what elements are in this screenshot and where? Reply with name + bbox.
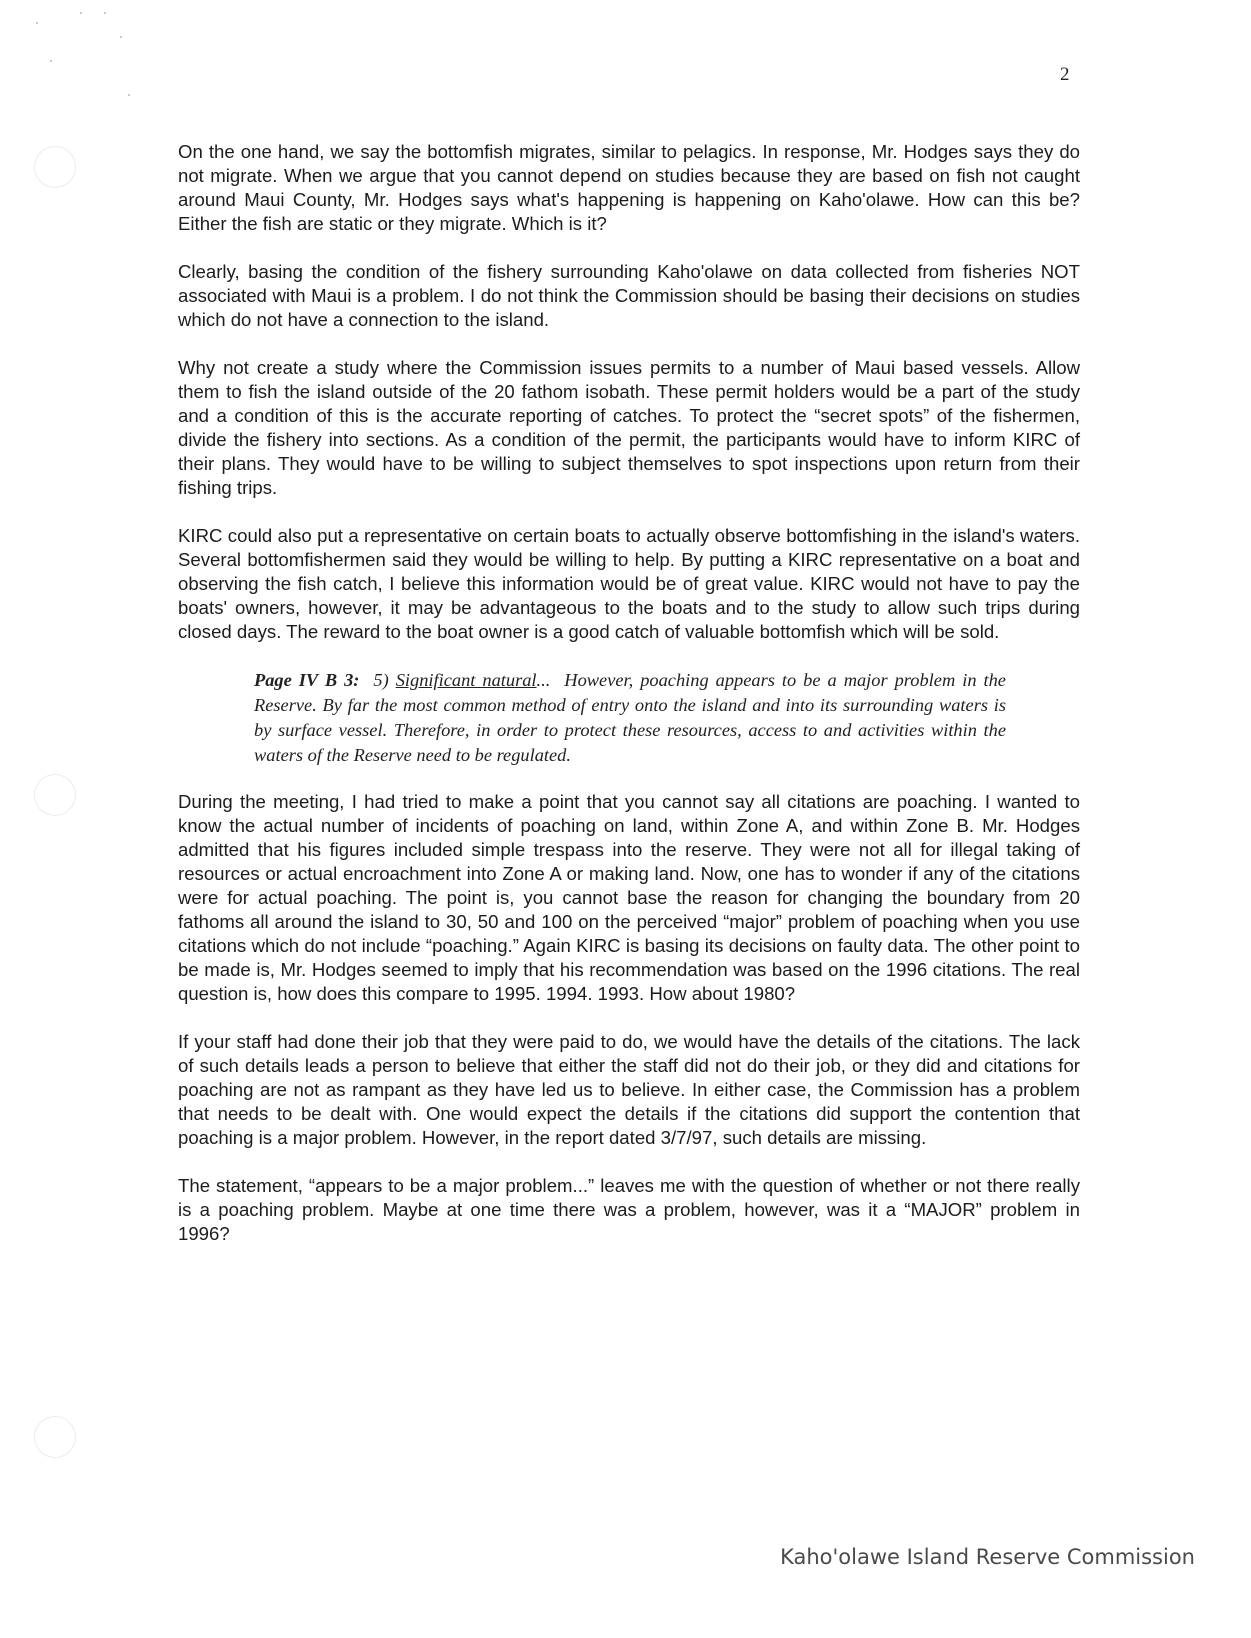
punch-hole-bottom: [34, 1416, 76, 1458]
scan-speck: [36, 22, 38, 24]
punch-hole-top: [34, 146, 76, 188]
scan-speck: [80, 12, 82, 14]
quote-item-title: Significant natural: [395, 670, 537, 690]
paragraph-citations: During the meeting, I had tried to make a point that you cannot say all citations are poaching. I wanted to know the actual number of incidents of poaching on land, within Zone A, and within Zone B. Mr. Hodges admitted that his figures included simple trespass into the reserve. They were not all for illegal taking of resources or actual encroachment into Zone A or making land. Now, one has to wonder if any of the citations were for actual poaching. The point is, you cannot base the reason for changing the boundary from 20 fathoms all around the island to 30, 50 and 100 on the perceived “major” problem of poaching when you use citations which do not include “poaching.” Again KIRC is basing its decisions on faulty data. The other point to be made is, Mr. Hodges seemed to imply that his recommendation was based on the 1996 citations. The real question is, how does this compare to 1995. 1994. 1993. How about 1980?: [178, 791, 1080, 1004]
letter-body: [178, 140, 1080, 1270]
quoted-excerpt: [254, 668, 1006, 768]
page-number: 2: [1060, 64, 1070, 85]
quote-text: However, poaching appears to be a major problem in the Reserve. By far the most common method of entry onto the island and into its surrounding waters is by surface vessel. Therefore, in order to protect these resources, access to and activities within the waters of the Reserve need to be regulated.: [254, 670, 1006, 765]
footer-watermark: Kaho'olawe Island Reserve Commission: [780, 1545, 1195, 1569]
scan-speck: [50, 60, 52, 62]
quote-item-number: 5): [373, 670, 389, 690]
paragraph-major-problem: The statement, “appears to be a major problem...” leaves me with the question of whether or not there really is a poaching problem. Maybe at one time there was a problem, however, was it a “MAJOR” problem in 1996?: [178, 1175, 1080, 1244]
scan-speck: [128, 94, 130, 96]
paragraph-data-source: Clearly, basing the condition of the fishery surrounding Kaho'olawe on data collected from fisheries NOT associated with Maui is a problem. I do not think the Commission should be basing their decisions on studies which do not have a connection to the island.: [178, 261, 1080, 330]
scan-speck: [104, 12, 106, 14]
quote-ellipsis: ...: [536, 670, 551, 690]
quote-reference: Page IV B 3:: [254, 670, 360, 690]
paragraph-study-proposal: Why not create a study where the Commission issues permits to a number of Maui based vessels. Allow them to fish the island outside of the 20 fathom isobath. These permit holders would be a part of the study and a condition of this is the accurate reporting of catches. To protect the “secret spots” of the fishermen, divide the fishery into sections. As a condition of the permit, the participants would have to inform KIRC of their plans. They would have to be willing to subject themselves to spot inspections upon return from their fishing trips.: [178, 357, 1080, 498]
scan-speck: [120, 36, 122, 38]
punch-hole-middle: [34, 774, 76, 816]
paragraph-staff-details: If your staff had done their job that they were paid to do, we would have the details of the citations. The lack of such details leads a person to believe that either the staff did not do their job, or they did and citations for poaching are not as rampant as they have led us to believe. In either case, the Commission has a problem that needs to be dealt with. One would expect the details if the citations did support the contention that poaching is a major problem. However, in the report dated 3/7/97, such details are missing.: [178, 1031, 1080, 1148]
paragraph-migration: On the one hand, we say the bottomfish migrates, similar to pelagics. In response, Mr. Hodges says they do not migrate. When we argue that you cannot depend on studies because they are based on fish not caught around Maui County, Mr. Hodges says what's happening is happening on Kaho'olawe. How can this be? Either the fish are static or they migrate. Which is it?: [178, 141, 1080, 234]
paragraph-observer-proposal: KIRC could also put a representative on certain boats to actually observe bottomfishing in the island's waters. Several bottomfishermen said they would be willing to help. By putting a KIRC representative on a boat and observing the fish catch, I believe this information would be of great value. KIRC would not have to pay the boats' owners, however, it may be advantageous to the boats and to the study to allow such trips during closed days. The reward to the boat owner is a good catch of valuable bottomfish which will be sold.: [178, 525, 1080, 642]
